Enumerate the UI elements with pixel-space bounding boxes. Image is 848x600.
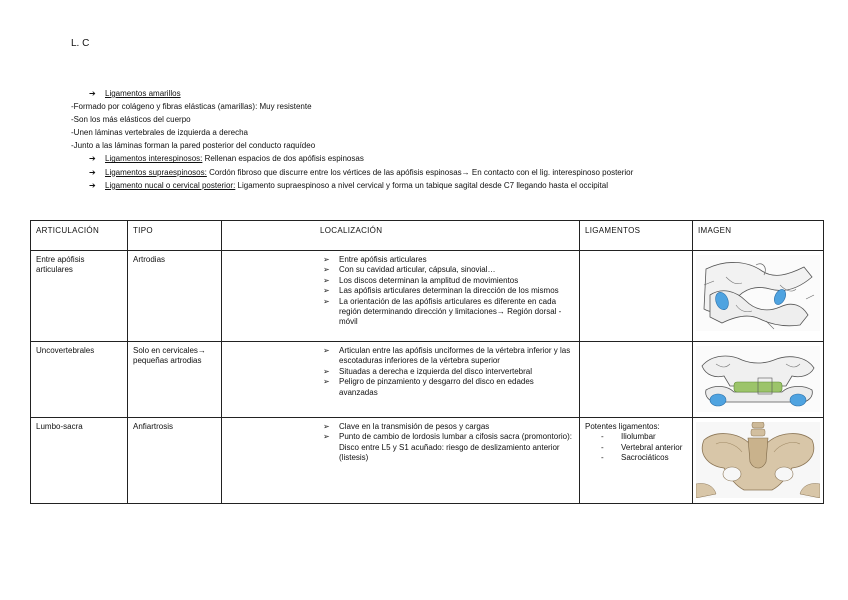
cell-articulacion: Lumbo-sacra [31, 418, 128, 504]
header-ligamentos: LIGAMENTOS [580, 221, 693, 251]
header-localizacion: LOCALIZACIÓN [222, 221, 580, 251]
list-item: ➢ Las apófisis articulares determinan la dirección de los mismos [339, 286, 574, 296]
articulations-table [30, 220, 824, 504]
cell-tipo: Artrodias [128, 251, 222, 342]
list-item: ➢ Clave en la transmisión de pesos y cargas [339, 422, 574, 432]
cell-imagen [693, 342, 824, 418]
notes-bullet: -Formado por colágeno y fibras elásticas (amarillas): Muy resistente [71, 102, 312, 112]
list-item: ➢ La orientación de las apófisis articulares es diferente en cada región determinando dirección y limitaciones→ Región dorsal - móvil [339, 297, 574, 328]
table-row [31, 251, 824, 342]
author-initials: L. C [71, 38, 90, 49]
localizacion-list [227, 346, 574, 398]
notes-arrow-item [71, 166, 633, 179]
list-item: ➢ Punto de cambio de lordosis lumbar a cifosis sacra (promontorio): Disco entre L5 y S1 acuñado: riesgo de deslizamiento anterior (listesis) [339, 432, 574, 463]
cell-articulacion: Entre apófisis articulares [31, 251, 128, 342]
arrow-icon: ➔ [89, 180, 96, 190]
notes-term: Ligamentos interespinosos: [105, 154, 203, 164]
notes-definition: Cordón fibroso que discurre entre los vértices de las apófisis espinosas→ En contacto con el lig. interespinoso posterior [206, 167, 634, 177]
notes-term: Ligamento nucal o cervical posterior: [105, 180, 236, 190]
arrow-icon: ➔ [89, 167, 96, 177]
list-item: ➢ Entre apófisis articulares [339, 255, 574, 265]
cell-imagen [693, 251, 824, 342]
cell-ligamentos [580, 251, 693, 342]
notes-section [71, 87, 633, 192]
header-imagen: IMAGEN [693, 221, 824, 251]
cell-localizacion [222, 342, 580, 418]
list-item: - Sacrociáticos [621, 453, 687, 463]
cell-tipo: Anfiartrosis [128, 418, 222, 504]
list-item: - Iliolumbar [621, 432, 687, 442]
arrow-icon: ➔ [89, 154, 96, 164]
table-row [31, 418, 824, 504]
notes-definition: Ligamento supraespinoso a nivel cervical y forma un tabique sagital desde C7 llegando hasta el occipital [235, 180, 608, 190]
localizacion-list [227, 422, 574, 464]
list-item: ➢ Los discos determinan la amplitud de movimientos [339, 276, 574, 286]
notes-arrow-item [71, 179, 633, 192]
list-item: - Vertebral anterior [621, 443, 687, 453]
header-articulacion: ARTICULACIÓN [31, 221, 128, 251]
pelvis-lumbosacral-illustration [696, 422, 820, 498]
arrow-icon: ➔ [89, 89, 96, 98]
list-item: ➢ Con su cavidad articular, cápsula, sinovial… [339, 265, 574, 275]
notes-heading: Ligamentos amarillos [105, 89, 181, 98]
notes-bullet: -Unen láminas vertebrales de izquierda a derecha [71, 128, 248, 138]
cell-localizacion [222, 251, 580, 342]
cell-ligamentos [580, 418, 693, 504]
header-tipo: TIPO [128, 221, 222, 251]
table-row [31, 342, 824, 418]
notes-bullet: -Junto a las láminas forman la pared posterior del conducto raquídeo [71, 141, 316, 151]
cell-articulacion: Uncovertebrales [31, 342, 128, 418]
cell-ligamentos [580, 342, 693, 418]
vertebra-facet-joint-illustration [696, 255, 820, 331]
localizacion-list [227, 255, 574, 328]
ligamentos-title: Potentes ligamentos: [585, 422, 660, 431]
notes-definition: Rellenan espacios de dos apófisis espinosas [202, 154, 364, 164]
table-header-row [31, 221, 824, 251]
cell-imagen [693, 418, 824, 504]
cell-localizacion [222, 418, 580, 504]
notes-term: Ligamentos supraespinosos: [105, 167, 207, 177]
notes-arrow-item [71, 152, 633, 165]
notes-heading-line [71, 87, 633, 100]
cell-tipo: Solo en cervicales→ pequeñas artrodias [128, 342, 222, 418]
list-item: ➢ Situadas a derecha e izquierda del disco intervertebral [339, 367, 574, 377]
cervical-vertebra-uncovertebral-illustration [696, 346, 820, 412]
list-item: ➢ Articulan entre las apófisis unciformes de la vértebra inferior y las escotaduras inferiores de la vértebra superior [339, 346, 574, 367]
list-item: ➢ Peligro de pinzamiento y desgarro del disco en edades avanzadas [339, 377, 574, 398]
ligamentos-list [585, 432, 687, 463]
notes-bullet: -Son los más elásticos del cuerpo [71, 115, 191, 125]
